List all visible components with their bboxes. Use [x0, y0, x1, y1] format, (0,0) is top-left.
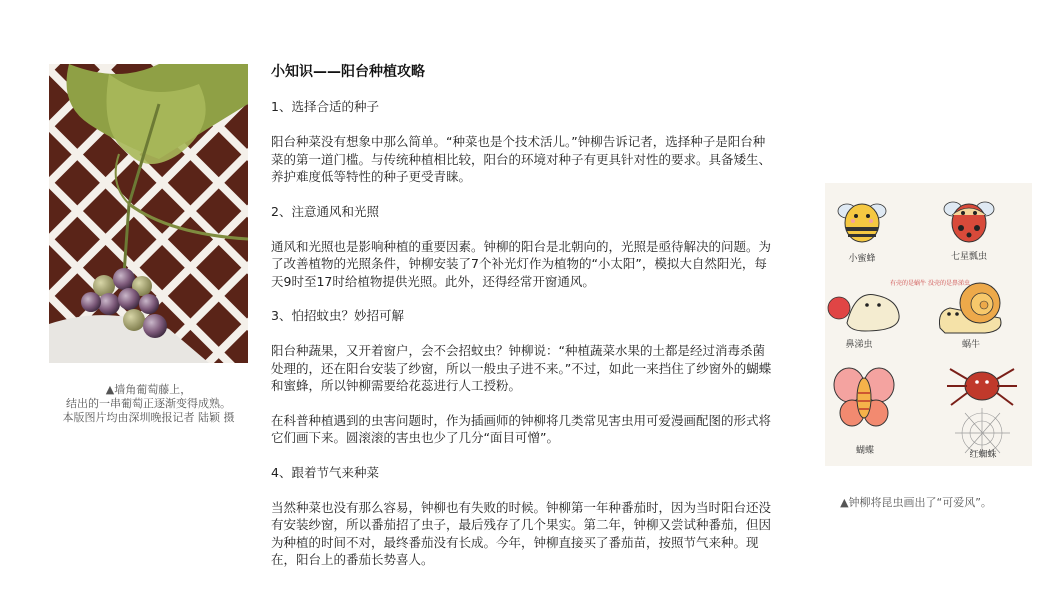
- grape-vine-illustration: [49, 64, 248, 363]
- section-2-heading: 2、注意通风和光照: [271, 203, 379, 219]
- slug-icon: [828, 295, 899, 331]
- butterfly-icon: [834, 368, 894, 426]
- section-4-heading: 4、跟着节气来种菜: [271, 464, 379, 480]
- left-photo-caption: [49, 383, 248, 425]
- section-2-paragraph: 通风和光照也是影响种植的重要因素。钟柳的阳台是北朝向的，光照是亟待解决的问题。为了改善植物的光照条件，钟柳安装了7个补光灯作为植物的“小太阳”，模拟大自然阳光，每天9时至17时给植物提供光照。此外，还得经常开窗通风。: [271, 238, 772, 289]
- label-spider: 红蜘蛛: [969, 450, 997, 460]
- caption-line-1: ▲墙角葡萄藤上，: [105, 383, 192, 396]
- bee-icon: [838, 204, 886, 242]
- section-1-paragraph: 阳台种菜没有想象中那么简单。“种菜也是个技术活儿。”钟柳告诉记者，选择种子是阳台种菜的第一道门槛。与传统种植相比较，阳台的环境对种子有更具针对性的要求。具备矮生、养护难度低等特性的种子更受青睐。: [271, 134, 772, 184]
- insect-illustration: [825, 183, 1032, 466]
- section-1-heading: 1、选择合适的种子: [271, 99, 379, 114]
- caption-line-3: 本版图片均由深圳晚报记者 陆颖 摄: [62, 411, 235, 424]
- label-slug: 鼻涕虫: [845, 340, 873, 350]
- label-ladybug: 七星瓢虫: [950, 252, 987, 262]
- section-3-paragraph-1: 阳台种蔬果，又开着窗户，会不会招蚊虫？钟柳说：“种植蔬菜水果的土都是经过消毒杀菌处理的，还在阳台安装了纱窗，所以一般虫子进不来。”不过，如此一来挡住了纱窗外的蝴蝶和蜜蜂，所以钟柳需要给花蕊进行人工授粉。: [271, 343, 772, 393]
- section-3-paragraph-2: 在科普种植遇到的虫害问题时，作为插画师的钟柳将几类常见害虫用可爱漫画配图的形式将它们画下来。圆滚滚的害虫也少了几分“面目可憎”。: [271, 412, 772, 445]
- label-snail: 蜗牛: [961, 340, 980, 350]
- snail-icon: [939, 283, 1001, 333]
- insect-drawings: [825, 183, 1032, 466]
- label-butterfly: 蝴蝶: [855, 446, 874, 456]
- right-image-caption: ▲钟柳将昆虫画出了“可爱风”。: [840, 496, 992, 509]
- spider-icon: [947, 369, 1017, 458]
- article-body: [271, 62, 776, 586]
- label-bee: 小蜜蜂: [848, 254, 876, 264]
- snail-note: 有壳的是蜗牛 没壳的是鼻涕虫: [890, 280, 970, 287]
- ladybug-icon: [944, 202, 994, 242]
- section-3-heading: 3、怕招蚊虫？妙招可解: [271, 308, 404, 323]
- caption-line-2: 结出的一串葡萄正逐渐变得成熟。: [66, 397, 231, 410]
- article-title: 小知识——阳台种植攻略: [271, 64, 425, 80]
- grape-vine-photo: [49, 64, 248, 363]
- section-4-paragraph: 当然种菜也没有那么容易，钟柳也有失败的时候。钟柳第一年种番茄时，因为当时阳台还没有安装纱窗，所以番茄招了虫子，最后残存了几个果实。第二年，钟柳又尝试种番茄，但因为种植的时间不对，最终番茄没有长成。今年，钟柳直接买了番茄苗，按照节气来种。现在，阳台上的番茄长势喜人。: [271, 499, 772, 567]
